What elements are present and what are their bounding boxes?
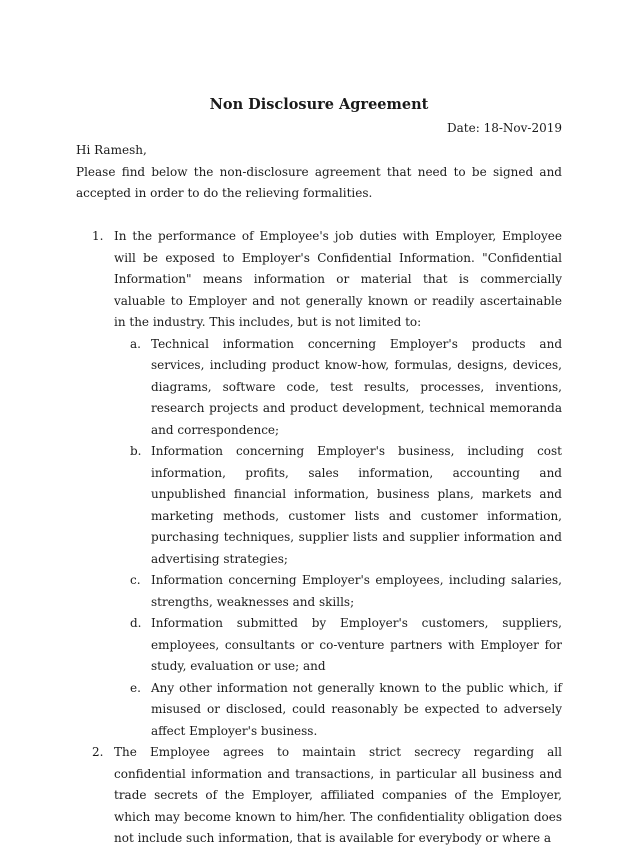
sub-item-letter: a. <box>130 336 141 351</box>
clause-text: The Employee agrees to maintain strict secrecy regarding all confidential information and transactions, in particular all business and trade secrets of the Employer, affiliated companies of the Employer, which may become known to him/her. The confidentiality obligation does not include such information, that is available for everybody or where a <box>114 745 562 845</box>
sub-item-text: Information concerning Employer's employees, including salaries, strengths, weaknesses and skills; <box>151 573 562 609</box>
clause-number: 2. <box>92 745 104 759</box>
sub-item-text: Information submitted by Employer's customers, suppliers, employees, consultants or co-venture partners with Employer for study, evaluation or use; and <box>151 616 562 673</box>
clause-1 <box>76 226 562 742</box>
sub-item-a <box>114 334 562 442</box>
document-date: Date: 18-Nov-2019 <box>447 121 562 135</box>
sub-item-d <box>114 613 562 678</box>
sub-item-letter: e. <box>130 680 141 695</box>
clause-number: 1. <box>92 229 104 243</box>
document-body <box>76 140 562 850</box>
sub-item-e <box>114 678 562 743</box>
sub-item-c <box>114 570 562 613</box>
sub-item-text: Any other information not generally known to the public which, if misused or disclosed, could reasonably be expected to adversely affect Employer's business. <box>151 680 562 738</box>
sub-item-text: Technical information concerning Employer's products and services, including product know-how, formulas, designs, devices, diagrams, software code, test results, processes, inventions, research projects and product development, technical memoranda and correspondence; <box>151 336 562 437</box>
sub-item-letter: b. <box>130 444 142 458</box>
document-title: Non Disclosure Agreement <box>209 96 429 113</box>
sub-item-b <box>114 441 562 570</box>
clause-2 <box>76 742 562 850</box>
sub-item-letter: d. <box>130 616 142 630</box>
sub-item-text: Information concerning Employer's business, including cost information, profits, sales information, accounting and unpublished financial information, business plans, markets and marketing methods, customer lists and customer information, purchasing techniques, supplier lists and supplier information and advertising strategies; <box>151 444 562 566</box>
sub-item-letter: c. <box>130 573 141 587</box>
greeting: Hi Ramesh, <box>76 143 147 157</box>
sub-item-list <box>114 334 562 743</box>
clause-list <box>76 226 562 850</box>
intro-paragraph: Please find below the non-disclosure agreement that need to be signed and accepted in order to do the relieving formalities. <box>76 164 562 200</box>
spacer <box>76 205 562 227</box>
clause-text: In the performance of Employee's job duties with Employer, Employee will be exposed to Employer's Confidential Information. "Confidential Information" means information or material that is commercially valuable to Employer and not generally known or readily ascertainable in the industry. This includes, but is not limited to: <box>114 229 562 329</box>
